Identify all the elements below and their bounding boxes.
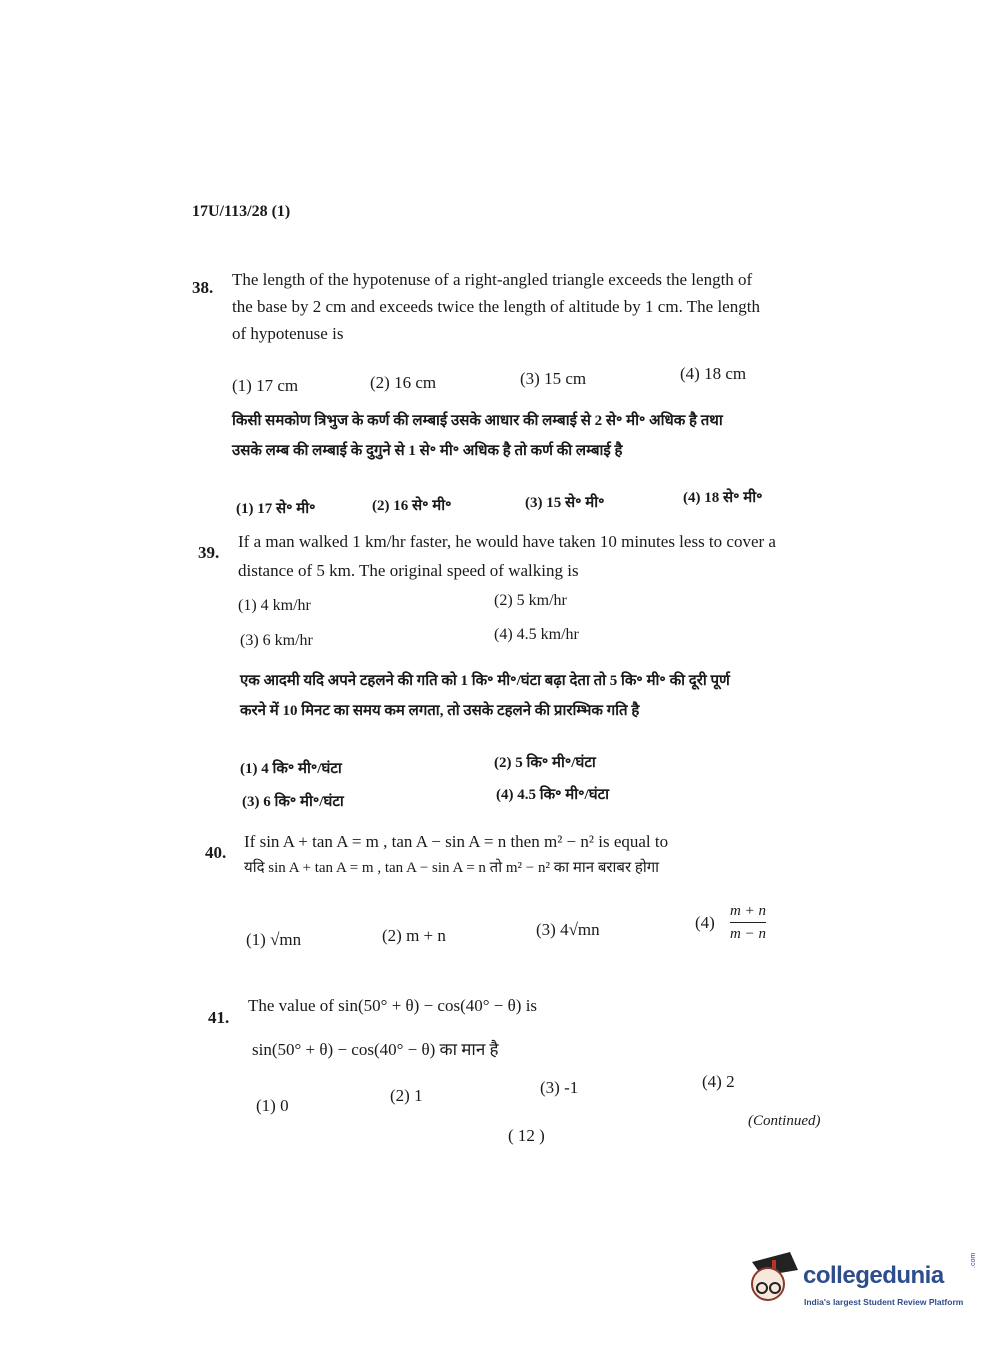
q39-option-4: (4) 4.5 km/hr — [494, 626, 579, 643]
paper-code: 17U/113/28 (1) — [192, 203, 291, 220]
q39-text-en-1: If a man walked 1 km/hr faster, he would have taken 10 minutes less to cover a — [238, 532, 776, 551]
q38-option-3: (3) 15 cm — [520, 369, 587, 388]
q38-text-en-2: the base by 2 cm and exceeds twice the length of altitude by 1 cm. The length — [232, 297, 760, 316]
q38-hi-option-1: (1) 17 से॰ मी॰ — [236, 501, 316, 517]
q40-option-3: (3) 4√mn — [536, 920, 600, 939]
q39-hi-option-4: (4) 4.5 कि॰ मी॰/घंटा — [496, 787, 610, 803]
logo-tagline: India's largest Student Review Platform — [804, 1297, 964, 1307]
fraction-numerator: m + n — [730, 900, 766, 923]
q40-text-en: If sin A + tan A = m , tan A − sin A = n then m² − n² is equal to — [244, 832, 669, 851]
q38-option-2: (2) 16 cm — [370, 373, 437, 392]
q41-option-3: (3) -1 — [540, 1078, 579, 1097]
collegedunia-mascot-icon — [742, 1250, 802, 1310]
q40-option-4-fraction — [730, 900, 766, 945]
q39-number: 39. — [198, 543, 220, 562]
q39-text-hi-1: एक आदमी यदि अपने टहलने की गति को 1 कि॰ मी॰/घंटा बढ़ा देता तो 5 कि॰ मी॰ की दूरी पूर्ण — [240, 673, 730, 689]
page-number: ( 12 ) — [508, 1126, 545, 1145]
q39-option-1: (1) 4 km/hr — [238, 597, 311, 614]
q39-text-hi-2: करने में 10 मिनट का समय कम लगता, तो उसके टहलने की प्रारम्भिक गति है — [240, 703, 640, 719]
q41-option-1: (1) 0 — [256, 1096, 289, 1115]
q41-option-4: (4) 2 — [702, 1072, 735, 1091]
q40-option-1: (1) √mn — [246, 930, 302, 949]
q38-number: 38. — [192, 278, 214, 297]
logo-wordmark: collegedunia — [803, 1262, 944, 1289]
q38-text-en-3: of hypotenuse is — [232, 324, 344, 343]
q41-number: 41. — [208, 1008, 230, 1027]
q38-option-1: (1) 17 cm — [232, 376, 299, 395]
q40-option-4: (4) — [695, 913, 715, 932]
q38-hi-option-2: (2) 16 से॰ मी॰ — [372, 498, 452, 514]
q39-option-3: (3) 6 km/hr — [240, 632, 313, 649]
q40-option-2: (2) m + n — [382, 926, 446, 945]
q38-hi-option-3: (3) 15 से॰ मी॰ — [525, 495, 605, 511]
q38-text-en-1: The length of the hypotenuse of a right-angled triangle exceeds the length of — [232, 270, 753, 289]
q39-option-2: (2) 5 km/hr — [494, 592, 567, 609]
q39-text-en-2: distance of 5 km. The original speed of walking is — [238, 561, 579, 580]
q39-hi-option-1: (1) 4 कि॰ मी॰/घंटा — [240, 761, 342, 777]
q40-text-hi: यदि sin A + tan A = m , tan A − sin A = n तो m² − n² का मान बराबर होगा — [244, 860, 660, 876]
logo-suffix: .com — [970, 1252, 977, 1268]
q39-hi-option-3: (3) 6 कि॰ मी॰/घंटा — [242, 794, 344, 810]
q41-text-hi: sin(50° + θ) − cos(40° − θ) का मान है — [252, 1040, 499, 1059]
continued-label: (Continued) — [748, 1113, 821, 1129]
q38-hi-option-4: (4) 18 से॰ मी॰ — [683, 490, 763, 506]
q39-hi-option-2: (2) 5 कि॰ मी॰/घंटा — [494, 755, 596, 771]
q41-option-2: (2) 1 — [390, 1086, 423, 1105]
q40-number: 40. — [205, 843, 227, 862]
fraction-denominator: m − n — [730, 926, 766, 942]
q41-text-en: The value of sin(50° + θ) − cos(40° − θ) is — [248, 996, 538, 1015]
q38-option-4: (4) 18 cm — [680, 364, 747, 383]
q38-text-hi-1: किसी समकोण त्रिभुज के कर्ण की लम्बाई उसके आधार की लम्बाई से 2 से॰ मी॰ अधिक है तथा — [232, 413, 723, 429]
q38-text-hi-2: उसके लम्ब की लम्बाई के दुगुने से 1 से॰ मी॰ अधिक है तो कर्ण की लम्बाई है — [232, 443, 623, 459]
